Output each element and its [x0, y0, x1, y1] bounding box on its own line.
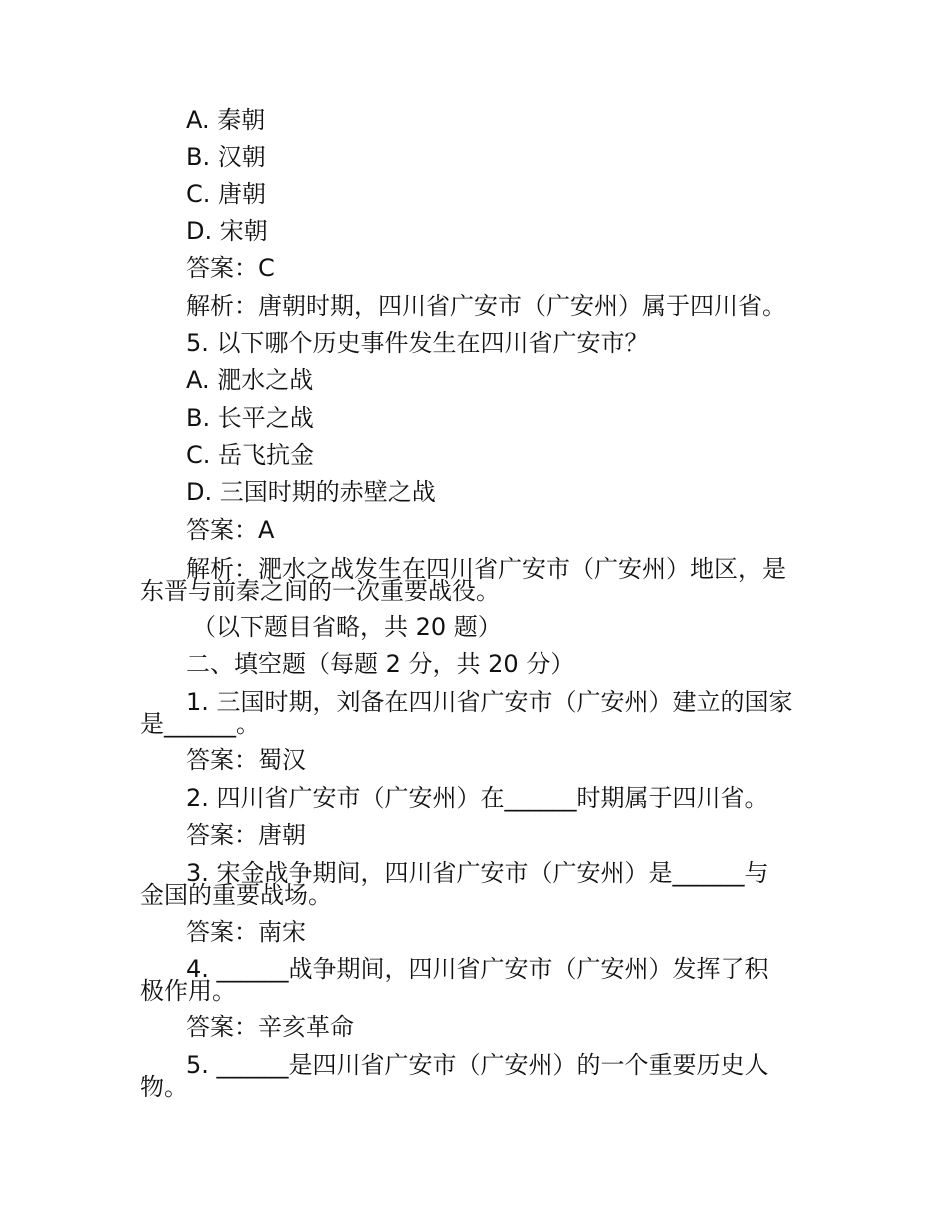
question-5: 5. 以下哪个历史事件发生在四川省广安市？: [186, 329, 649, 357]
explanation-continuation: 东晋与前秦之间的一次重要战役。: [140, 577, 500, 605]
explanation-line: 解析：淝水之战发生在四川省广安市（广安州）地区，是: [186, 555, 786, 583]
answer-line: 答案：南宋: [186, 918, 306, 946]
answer-line: 答案：唐朝: [186, 821, 306, 849]
answer-line: 答案：辛亥革命: [186, 1013, 354, 1041]
fill-question-3: 3. 宋金战争期间，四川省广安市（广安州）是______与: [186, 859, 769, 887]
option-d-chibi: D. 三国时期的赤壁之战: [186, 478, 436, 506]
fill-question-1-continuation: 是______。: [140, 710, 260, 738]
fill-question-3-continuation: 金国的重要战场。: [140, 881, 332, 909]
option-a-qin: A. 秦朝: [186, 106, 266, 134]
fill-question-4: 4. ______战争期间，四川省广安市（广安州）发挥了积: [186, 955, 769, 983]
omitted-note: （以下题目省略，共 20 题）: [192, 613, 502, 641]
answer-line: 答案：C: [186, 254, 275, 282]
fill-question-1: 1. 三国时期，刘备在四川省广安市（广安州）建立的国家: [186, 688, 793, 716]
fill-question-4-continuation: 极作用。: [140, 977, 236, 1005]
answer-line: 答案：A: [186, 516, 275, 544]
section-heading-fill-in: 二、填空题（每题 2 分，共 20 分）: [186, 650, 575, 678]
option-a-feishui: A. 淝水之战: [186, 366, 314, 394]
option-c-yuefei: C. 岳飞抗金: [186, 441, 315, 469]
answer-line: 答案：蜀汉: [186, 746, 306, 774]
option-d-song: D. 宋朝: [186, 217, 268, 245]
fill-question-2: 2. 四川省广安市（广安州）在______时期属于四川省。: [186, 784, 769, 812]
option-b-changping: B. 长平之战: [186, 404, 314, 432]
fill-question-5-continuation: 物。: [140, 1073, 188, 1101]
option-b-han: B. 汉朝: [186, 143, 266, 171]
option-c-tang: C. 唐朝: [186, 180, 267, 208]
explanation-line: 解析：唐朝时期，四川省广安市（广安州）属于四川省。: [186, 292, 786, 320]
fill-question-5: 5. ______是四川省广安市（广安州）的一个重要历史人: [186, 1051, 769, 1079]
